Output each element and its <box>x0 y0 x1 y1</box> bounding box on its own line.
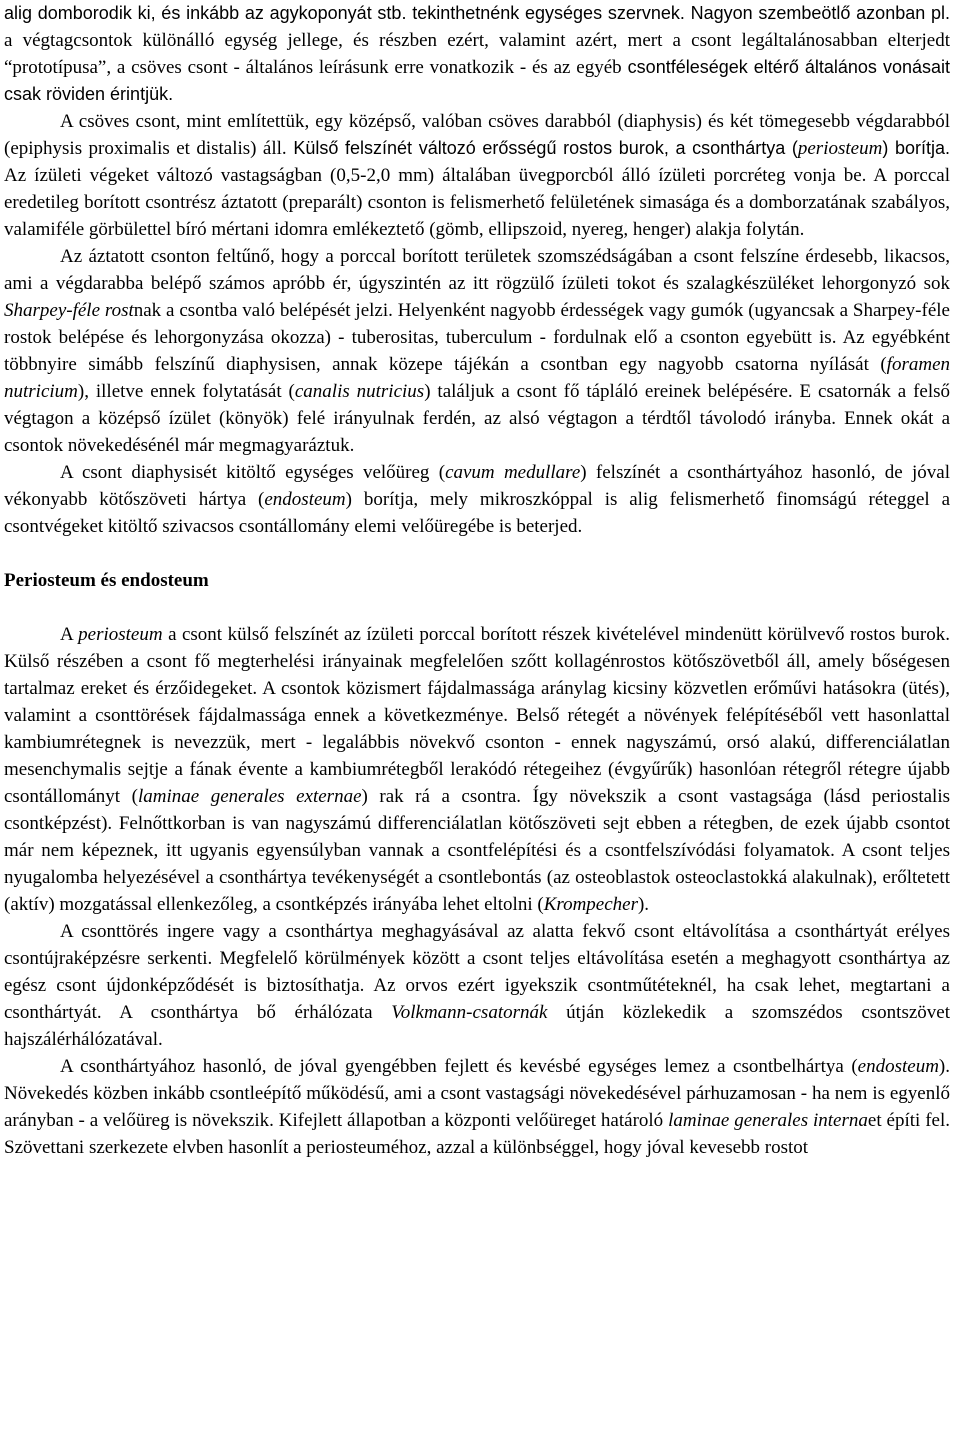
intro-text-a: alig domborodik ki, és inkább az agykoponyát stb. tekinthetnénk egységes szervnek. Nagyon szembeötlő azonban pl. <box>4 3 950 23</box>
p4-text-c: ) rak rá a csontra. Így növekszik a csont vastagsága (lásd periostalis csontképzést). Felnőttkorban is van nagyszámú differenciálatlan kötőszöveti sejt ebben a rétegben, de ezek újabb csontot már nem képeznek, itt ugyanis egyensúlyban vannak a csontfelépítési és a csontfelszívódási folyamatok. A csont teljes nyugalomba helyezésével a csonthártya tevékenységét a csontlebontás (az osteoblastok osteoclastokká alakulnak), erőltetett (aktív) mozgatással ellenkezőleg, a csontképzés irányába lehet eltolni ( <box>4 786 951 915</box>
paragraph-5 <box>4 918 950 1053</box>
p4-term-periosteum: periosteum <box>78 624 163 645</box>
p2-sentence-1a: Az áztatott csonton feltűnő, hogy a porccal borított területek szomszédságában a csont felszíne érdesebb, likacsos, ami a végdarabba belépő számos apróbb ér, úgyszintén az itt rögzülő ízületi tokot és szalagkészüléket lehorgonyzó sok <box>4 246 950 294</box>
p5-text-a: A csonttörés ingere vagy a csonthártya meghagyásával az alatta fekvő csont eltávolítása a csonthártyát erélyes csontújraképzésre serkenti. Megfelelő körülmények között a csont teljes eltávolítása esetén a meghagyott csonthártya az egész csont újdonképződését is biztosíthatja. Az orvos ezért igyekszik csontműtéteknél, ha csak lehet, megtartani a csonthártyát. A csonthártya bő érhálózata <box>4 921 950 1023</box>
p1-sentence-2b: ) borítja. <box>882 138 950 158</box>
p1-sentence-3: Az ízületi végeket változó vastagságban (0,5-2,0 mm) általában üvegporcból álló ízületi porcréteg vonja be. <box>4 165 867 186</box>
p6-text-b: ). Növekedés közben inkább csontleépítő működésű, ami a csont vastagsági növekedésével párhuzamosan - ha nem is egyenlő arányban - a velőüreg is növekszik. Kifejlett állapotban a központi velőüreget határoló <box>4 1056 950 1131</box>
p1-sentence-2a: Külső felszínét változó erősségű rostos burok, a csonthártya ( <box>286 138 798 158</box>
p5-term-volkmann: Volkmann-csatornák <box>391 1002 548 1023</box>
paragraph-6 <box>4 1053 950 1161</box>
p1-sentence-1: A csöves csont, mint említettük, egy középső, valóban csöves darabból (diaphysis) és két tömegesebb végdarabból (epiphysis proximalis et distalis) áll. <box>4 111 950 159</box>
p2-sentence-3b: ), illetve ennek folytatását ( <box>77 381 295 402</box>
p4-term-laminae-externae: laminae generales externae <box>137 786 362 807</box>
p3-term-cavum: cavum medullare <box>445 462 581 483</box>
p3-term-endosteum: endosteum <box>264 489 346 510</box>
intro-text-c: csontféleségek eltérő általános vonásait csak röviden érintjük. <box>4 57 951 104</box>
p6-term-laminae-internae: laminae generales interna <box>668 1110 868 1131</box>
p2-sentence-3c: ) találjuk a csont fő tápláló ereinek belépésére. <box>424 381 793 402</box>
spacer <box>4 540 950 567</box>
p4-text-a: A <box>60 624 79 645</box>
p2-term-canalis: canalis nutricius <box>294 381 425 402</box>
p2-term-foramen: foramen nutricium <box>4 354 950 402</box>
intro-paragraph <box>4 0 950 108</box>
p1-sentence-4: A porccal eredetileg borított csontrész áztatott (preparált) csonton is felismerhető felületének simasága és a domborzatának szabályos, valamiféle görbülettel bíró mértani idomra emlékeztető (gömb, ellipszoid, nyereg, henger) alakja folytán. <box>4 165 950 240</box>
p5-text-b: útján közlekedik a szomszédos csontszövet hajszálérhálózatával. <box>4 1002 950 1050</box>
p3-text-a: A csont diaphysisét kitöltő egységes velőüreg ( <box>60 462 446 483</box>
p4-text-b: a csont külső felszínét az ízületi porccal borított részek kivételével mindenütt körülvevő rostos burok. Külső részében a csont fő megterhelési irányainak megfelelően szőtt kollagénrostos kötőszövetből áll, amely bőségesen tartalmaz ereket és érzőidegeket. A csontok közismert fájdalmassága aránylag kicsiny közvetlen erőművi hatásokra (ütés), valamint a csonttörések fájdalmassága ennek a következménye. Belső rétegét a növények felépítéséből vett hasonlattal kambiumrétegnek is nevezzük, mert - legalábbis növekvő csonton - ennek nagyszámú, orsó alakú, differenciálatlan mesenchymalis sejtje a fának évente a kambiumrétegből lerakódó rétegeihez (évgyűrűk) hasonlóan rétegről rétegre újabb csontállományt ( <box>4 624 950 807</box>
paragraph-3 <box>4 459 950 540</box>
p3-text-b: ) felszínét a csonthártyához hasonló, de jóval vékonyabb kötőszöveti hártya ( <box>4 462 950 510</box>
p6-term-endosteum: endosteum <box>857 1056 939 1077</box>
p3-text-c: ) borítja, mely mikroszkóppal is alig felismerhető finomságú réteggel a csontvégeket kitöltő szivacsos csontállomány elemi velőüregébe is beterjed. <box>4 489 951 537</box>
p4-term-krompecher: Krompecher <box>543 894 638 915</box>
section-heading: Periosteum és endosteum <box>4 570 209 591</box>
paragraph-2 <box>4 243 950 459</box>
paragraph-1 <box>4 108 950 243</box>
intro-text-b: a végtagcsontok különálló egység jellege, és részben ezért, valamint azért, mert a csont legáltalánosabban elterjedt “prototípusa”, a csöves csont - általános leírásunk erre vonatkozik - és az egyéb <box>4 30 950 78</box>
spacer <box>4 594 950 621</box>
p4-text-d: ). <box>637 894 650 915</box>
paragraph-4 <box>4 621 950 918</box>
p6-text-a: A csonthártyához hasonló, de jóval gyengébben fejlett és kevésbé egységes lemez a csontbelhártya ( <box>60 1056 858 1077</box>
p2-sentence-1b: nak a csontba való belépését jelzi. <box>133 300 393 321</box>
p2-sentence-4: E csatornák a felső végtagon a középső ízület (könyök) felé irányulnak ferdén, az alsó végtagon a térdtől távolodó irányba. Ennek okát a csontok növekedésénél már megmagyaráztuk. <box>4 381 950 456</box>
document-page <box>4 0 950 1161</box>
p2-sentence-2: Helyenként nagyobb érdességek vagy gumók (ugyancsak a Sharpey-féle rostok belépése és lehorgonyzása okozza) - tuberositas, tuberculum - fordulnak elő a csonton egyebütt is. <box>4 300 950 348</box>
p2-sentence-3a: Az egyébként többnyire simább felszínű diaphysisen, annak közepe tájékán a csontban egy nagyobb csatorna nyílását ( <box>4 327 950 375</box>
p1-term-periosteum: periosteum <box>797 138 883 159</box>
p6-text-c: et építi fel. Szövettani szerkezete elvben hasonlít a periosteuméhoz, azzal a különbséggel, hogy jóval kevesebb rostot <box>4 1110 950 1158</box>
p2-term-sharpey: Sharpey-féle rost <box>4 300 134 321</box>
